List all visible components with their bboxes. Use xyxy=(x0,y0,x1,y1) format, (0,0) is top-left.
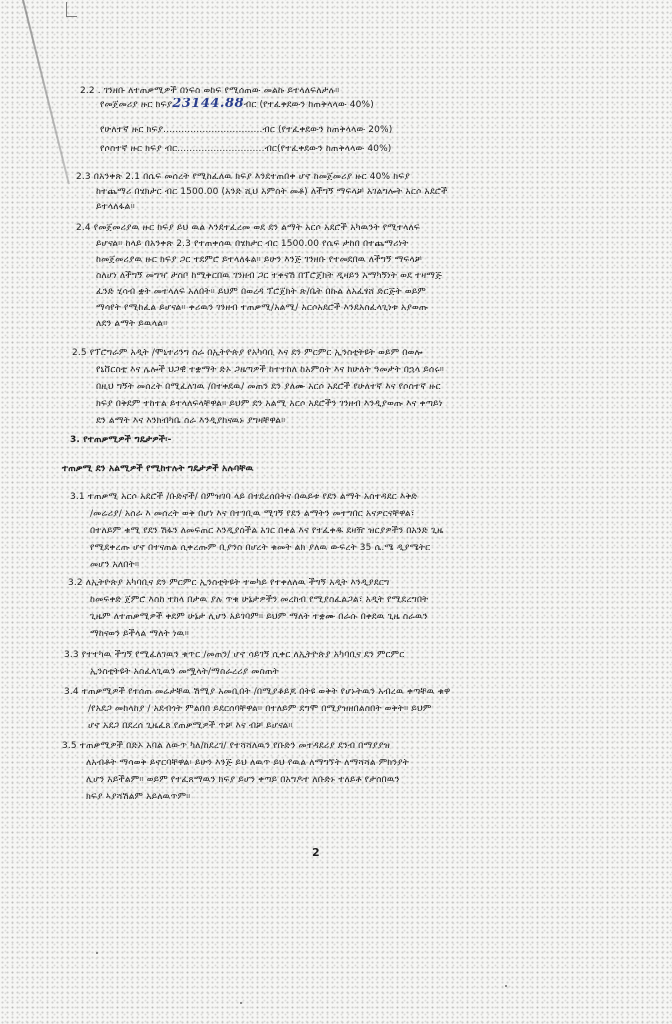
section-2-5-line: 2.5 የፕሮግራም አዲት /ሞኒተሪንግ ስራ በኢትዮጵያ የአካባቢ እና ደን ምርምር ኢንስቲትዩት ወይም በወሎ xyxy=(72,348,423,358)
section-3-1-line: /መሬሪያ/ አሰራ እ መሰረት ወቅ በሆነ እና በተገቢዉ ሚገኝ የደን ልማትን መተግበር አናዎርናቸዋል፣ xyxy=(90,509,415,519)
section-2-2-line-4: የሶስተኛ ዙር ክፍያ ብር.............................ብር(የተፈቀደውን ከጠቅላላው 40%) xyxy=(100,144,392,154)
section-3-3-line: ኢንስቲትዩት አስፈላጊዉን መሟላት/ማስራረሪያ መስጠት xyxy=(90,667,279,677)
section-2-5-line: ክፍያ በቅደም ተከተል ይተላለፍላቸዋል። ይህም ደን አልሚ አርሶ አደሮችን ገንዘብ እንዲያወጡ እና ቀጣይነ xyxy=(96,399,443,409)
first-payment-rest: ብር (የተፈቀደውን ከጠቅላላው 40%) xyxy=(244,100,374,110)
section-3-title: 3. የተጠቃሚዎች ግዴታዎች፡- xyxy=(70,435,172,445)
section-2-4-line: ከመጀመሪያዉ ዙር ክፍያ ጋር ተደምሮ ይተላለፋል። ይሁን እንጅ ገንዘቡ የተመደበዉ ለችግኝ ማፍላቻ xyxy=(96,255,422,265)
section-2-5-line: በዚህ ግኝት መሰረት በሚፈለገዉ /በተቀደዉ/ መጠን ደን ያለሙ አርሶ አደሮች የሁለተኛ እና የሶስተኛ ዙር xyxy=(96,382,441,392)
section-3-2-line: ማከናወን ይችላል ማለት ነዉ። xyxy=(90,629,189,639)
section-3-5-line: ሊሆን አይችልም። ወይም የተፈጸማዉን ክፍያ ይሆን ቀጣይ በአግዶተ ለቡድኑ ተለይቶ የታሰበዉን xyxy=(86,775,400,785)
section-2-4-line: 2.4 የመጀመሪያዉ ዙር ክፍያ ይህ ዉል እንደተፈረመ ወደ ደን ልማት አርሶ አደሮች አካዉንት የሚተላለፍ xyxy=(76,223,421,233)
scan-speck xyxy=(240,1002,242,1004)
first-payment-label: የመጀመሪያ ዙር ክፍያ xyxy=(100,100,173,110)
section-3-4-line: /የአደጋ መከላከያ / አደብጎት ምልበበ ይደርሰባቸዋል። በተለይም ደግሞ በሚያዝዘበልስበት ወቅት። ይህም xyxy=(88,704,432,714)
scan-speck xyxy=(505,985,507,987)
section-3-5-line: 3.5 ተጠቃሚዎች በድኦ አባል ለውጥ ካለ/ከደረገ/ የተሻሻለዉን የቡድን መተዳደሪያ ደንብ በማያያዝ xyxy=(62,741,391,751)
section-3-1-line: 3.1 ተጠቃሚ አርሶ አደሮች /ቡድኖች/ በምዝገባ ላይ በተደረሰበትና በዉይቱ የደን ልማት አስተዳደር እቅድ xyxy=(70,492,418,502)
section-3-3-line: 3.3 የተተካዉ ችግኝ የሚፈለገዉን ቁጥር /መጠን/ ሆኖ ሳይገኝ ሲቀር ለኢትዮጵያ አካባቢና ደን ምርምር xyxy=(64,650,405,660)
section-2-4-line: ፈንድ ሂሳብ ቋት መተላለፍ አለበት። ይህም በወረዳ ፕሮጀክት ጽ/ቤት በኩል ለአፈፃሸ ድርጅት ወይም xyxy=(96,287,426,297)
obligations-subheading: ተጠቃሚ ደን አልሚዎች የሚከተሉት ግዴታዎች አሉባቸዉ xyxy=(62,464,254,474)
section-3-2-line: ጊዜም ለተጠቃሚዎች ቀደም ሁኔታ ሊሆን አይገባም። ይህም ማለት ተቋሙ በራሱ በቀደዉ ጊዜ ስራዉን xyxy=(90,612,428,622)
section-3-1-line: በተለይም ቁሚ የደን ሽፋን ለመፍጠር እንዲያስችል አገር በቀል እና የተፈቀዱ ደዛዥ ዝርያዎችን በአንድ ጊዜ xyxy=(90,526,444,536)
section-3-1-line: መሆን አለበት። xyxy=(90,560,140,570)
section-2-4-line: ለደን ልማት ይዉላል። xyxy=(96,319,168,329)
section-3-4-line: 3.4 ተጠቃሚዎች የተሰጠ መሬታቸዉ ሽሚያ አመቢበት /በሚያቆይጆ በትዩ ወቅት የሆኑትዉን አብረዉ ቀጣቸዉ ቁዋ xyxy=(64,687,451,697)
section-2-4-line: ይሆናል። ከላይ በአንቀጽ 2.3 የተጠቀሰዉ በሄክታር ብር 1500.00 የሴፍ ታከበ በተጨማሪነት xyxy=(96,239,409,249)
scan-speck xyxy=(96,952,98,954)
section-3-5-line: ክፍያ ኣያሻሽልም አይለዉጥም። xyxy=(86,792,191,802)
section-3-4-line: ሆኖ አደጋ በደረሰ ጊዜፈጸ የጠቃሚዎች ጥቻ እና ብቻ ይሆናል። xyxy=(88,721,293,731)
section-2-3-line: ይተላለፋል። xyxy=(96,202,135,212)
page-number: 2 xyxy=(312,846,320,859)
section-2-5-line: የኒቨርስቲ እና ሌሎች ህጋዊ ተቋማት ድኦ ጋዜጣዎች ከተተከለ ከአምስት እና ከሁለት ዓመታት በኋላ ይሰሩ። xyxy=(96,365,444,375)
section-2-2-line-3: የሁለተኛ ዙር ክፍያ.................................ብር (የተፈቀደውን ከጠቅላላው 20%) xyxy=(100,125,393,135)
section-2-3-line: 2.3 በአንቀጽ 2.1 በሴፍ መሰረት የሚከፈለዉ ክፍያ እንደተጠበቀ ሆኖ ከመጀመሪያ ዙር 40% ክፍያ xyxy=(76,172,410,182)
section-2-4-line: ስለሆነ ለችግኝ መግዣ ታስቦ ከሚቀርበዉ ገንዘብ ጋር ተቀናሽ በፕሮጀክት ዲዛይን አማካኝነት ወደ ተዛማጅ xyxy=(96,271,442,281)
section-2-4-line: ማሳየት የሚከፈል ይሆናል። ቀሪዉን ገንዘብ ተጠቃሚ/አልሚ/ አርሶአደሮች እንደአስፈላጊነቱ አያወጡ xyxy=(96,303,429,313)
section-3-5-line: ለአብቶት ማሳወቅ ይኖርባቸዋል፡ ይሁን እንጅ ይህ ለዉጥ ይህ የዉል ለማግኘት ለማሻሻል ምክንያት xyxy=(86,758,409,768)
section-2-2-line-1: 2.2 . ገንዘቡ ለተጠቃሚዎች በነፍስ ወከፍ የሚሰጠው መልኩ ይተላለፍለታሉ። xyxy=(80,86,340,96)
section-2-5-line: ደን ልማት እና እንክብካቤ ስራ እንዲያከናዉኑ ያግዛቸዋል። xyxy=(96,416,286,426)
section-2-3-line: ከተጨማሪ በሄክታር ብር 1500.00 (አንድ ሺህ አምስት መቶ) ለችግኝ ማፍላቻ አገልግሎት አርሶ አደሮች xyxy=(96,187,448,197)
section-2-2-line-2 xyxy=(100,98,640,111)
handwritten-amount: 23144.88 xyxy=(172,98,245,111)
section-3-2-line: ከመፍቀድ ጀምሮ እስከ ተከላ በታዉ ያሉ ጥቁ ሁኔታዎችን መረከብ የሚያስፈልጋል፣ አዲት የሚደረግበት xyxy=(90,595,429,605)
section-3-1-line: የሚደቀረጡ ሆኖ በተናጠል ሲቀረጡም ቢያንስ በሆረት ቁመት ልክ ያለዉ ውፍረት 35 ሴ.ሜ ዲያሜትር xyxy=(90,543,431,553)
section-3-2-line: 3.2 ለኢትዮጵያ አካባቢና ደን ምርምር ኢንስቲትዩት ተወካይ የተቀለለዉ ችግኝ አዲት እንዲያደርግ xyxy=(68,578,390,588)
